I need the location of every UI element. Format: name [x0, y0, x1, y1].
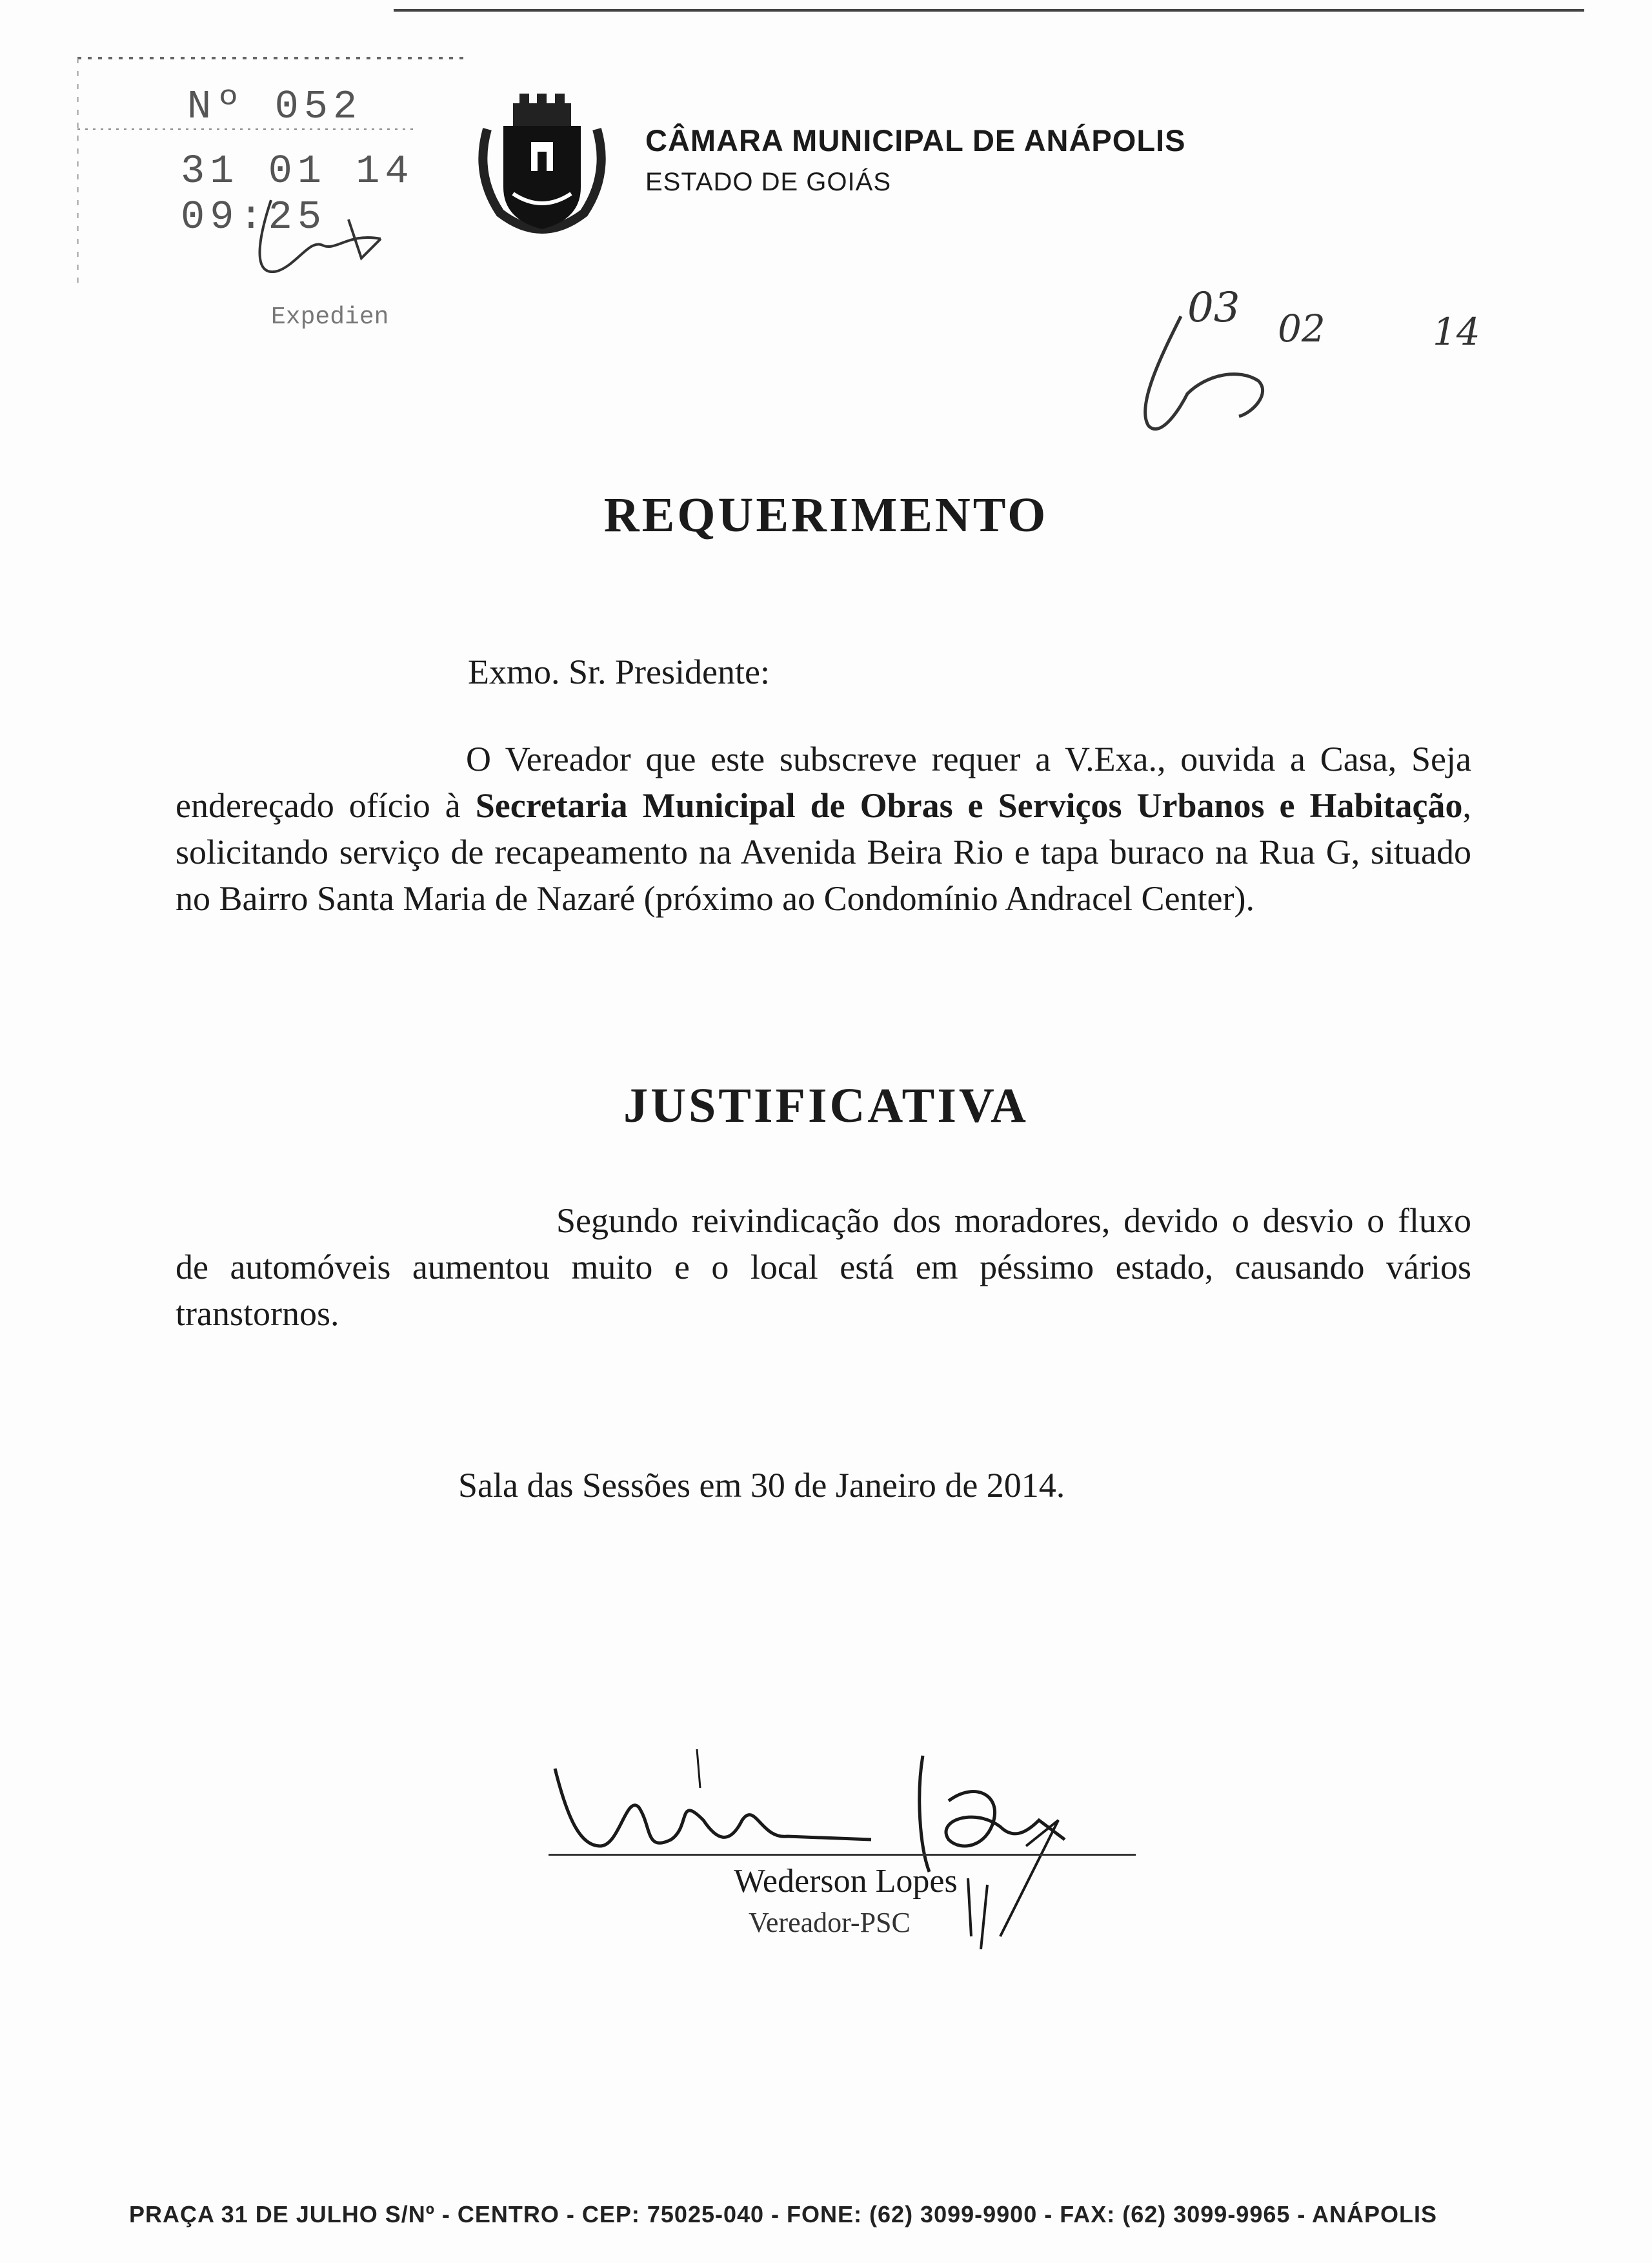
- request-body: , solicitando serviço de recapeamento na Avenida Beira Rio e tapa buraco na Rua G, situado no Bairro Santa Maria de Nazaré (próximo ao Condomínio Andracel Center).: [176, 786, 1472, 918]
- municipal-crest-icon: [474, 90, 610, 239]
- receipt-day: 03: [1187, 284, 1240, 332]
- state-name: ESTADO DE GOIÁS: [645, 168, 891, 196]
- receipt-initials-mark: [1110, 278, 1529, 445]
- salutation: Exmo. Sr. Presidente:: [468, 653, 770, 691]
- receipt-month: 02: [1278, 307, 1325, 350]
- closing-line: Sala das Sessões em 30 de Janeiro de 2014.: [458, 1466, 1065, 1505]
- justification-paragraph: [176, 1197, 1471, 1337]
- institution-name: CÂMARA MUNICIPAL DE ANÁPOLIS: [645, 123, 1186, 157]
- stamp-datetime: 31 01 14 09:25: [181, 148, 414, 240]
- request-intro: O Vereador que este subscreve requer a V.Exa., ouvida a Casa, Seja endereçado ofício à: [176, 740, 1471, 825]
- signature-line: [549, 1854, 1136, 1856]
- document-title: REQUERIMENTO: [603, 488, 1049, 542]
- justification-text: Segundo reivindicação dos moradores, devido o desvio o fluxo de automóveis aumentou muito e o local está em péssimo estado, causando vários transtornos.: [176, 1201, 1471, 1333]
- top-rule: [394, 9, 1584, 12]
- signatory-name: Wederson Lopes: [734, 1863, 958, 1900]
- handwritten-receipt-date: [1110, 278, 1529, 445]
- request-recipient: Secretaria Municipal de Obras e Serviços Urbanos e Habitação: [475, 786, 1463, 825]
- justification-title: JUSTIFICATIVA: [623, 1079, 1029, 1133]
- receipt-year: 14: [1433, 310, 1480, 354]
- signatory-role: Vereador-PSC: [749, 1907, 911, 1938]
- stamp-label: Expedien: [271, 303, 389, 331]
- protocol-stamp: [77, 45, 465, 331]
- stamp-protocol-number: Nº 052: [187, 84, 363, 130]
- request-paragraph: [176, 736, 1471, 922]
- footer-address: PRAÇA 31 DE JULHO S/Nº - CENTRO - CEP: 75025-040 - FONE: (62) 3099-9900 - FAX: (62) 3099-9965 - ANÁPOLIS: [129, 2201, 1438, 2227]
